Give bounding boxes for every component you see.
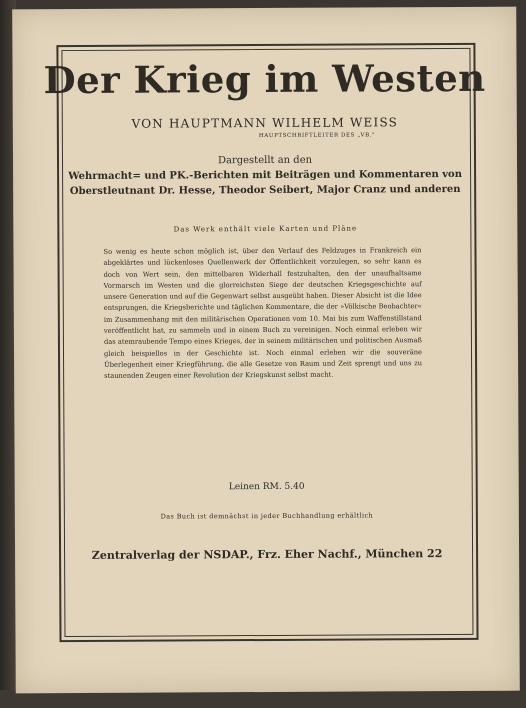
author-role: HAUPTSCHRIFTLEITER DES „VB." (258, 132, 376, 140)
book-author: VON HAUPTMANN WILHELM WEISS (131, 115, 399, 131)
presented-by: Dargestellt an den (217, 154, 313, 167)
book-title: Der Krieg im Westen (43, 55, 486, 103)
advertisement-page (12, 7, 520, 694)
availability-note: Das Buch ist demnächst in jeder Buchhandlung erhältlich (160, 511, 374, 521)
sources-line-1: Wehrmacht= und PK.-Berichten mit Beiträgen und Kommentaren von (68, 168, 463, 183)
book-description: So wenig es heute schon möglich ist, über den Verlauf des Feldzuges in Frankreich ein abgeklärtes und lückenloses Quellenwerk der Öffentlichkeit vorzulegen, so sehr kann es doch von Wert sein, den mittelbaren Widerhall festzuhalten, den der unaufhaltsame Vormarsch im Westen und die glorreichsten Siege der deutschen Kriegsgeschichte auf unsere Generation und auf die Gegenwart selbst ausgeübt haben. Dieser Absicht ist die Idee entsprungen, die Kriegsberichte und täglichen Kommentare, die der »Völkische Beobachter« im Zusammenhang mit den militärischen Operationen vom 10. Mai bis zum Waffenstillstand veröffentlicht hat, zu sammeln und in einem Buch zu vereinigen. Noch einmal erleben wir das atemraubende Tempo eines Krieges, der in seinem militärischen und politischen Ausmaß gleich beispiellos in der Geschichte ist. Noch einmal erleben wir die souveräne Überlegenheit einer Kriegführung, die alle Gesetze von Raum und Zeit sprengt und uns zu staunenden Zeugen einer Revolution der Kriegskunst selbst macht. (103, 246, 423, 381)
maps-note: Das Werk enthält viele Karten und Pläne (173, 224, 358, 234)
book-price: Leinen RM. 5.40 (228, 481, 305, 493)
publisher-line: Zentralverlag der NSDAP., Frz. Eher Nachf., München 22 (91, 547, 443, 562)
sources-line-2: Oberstleutnant Dr. Hesse, Theodor Seibert, Major Cranz und anderen (69, 183, 461, 198)
